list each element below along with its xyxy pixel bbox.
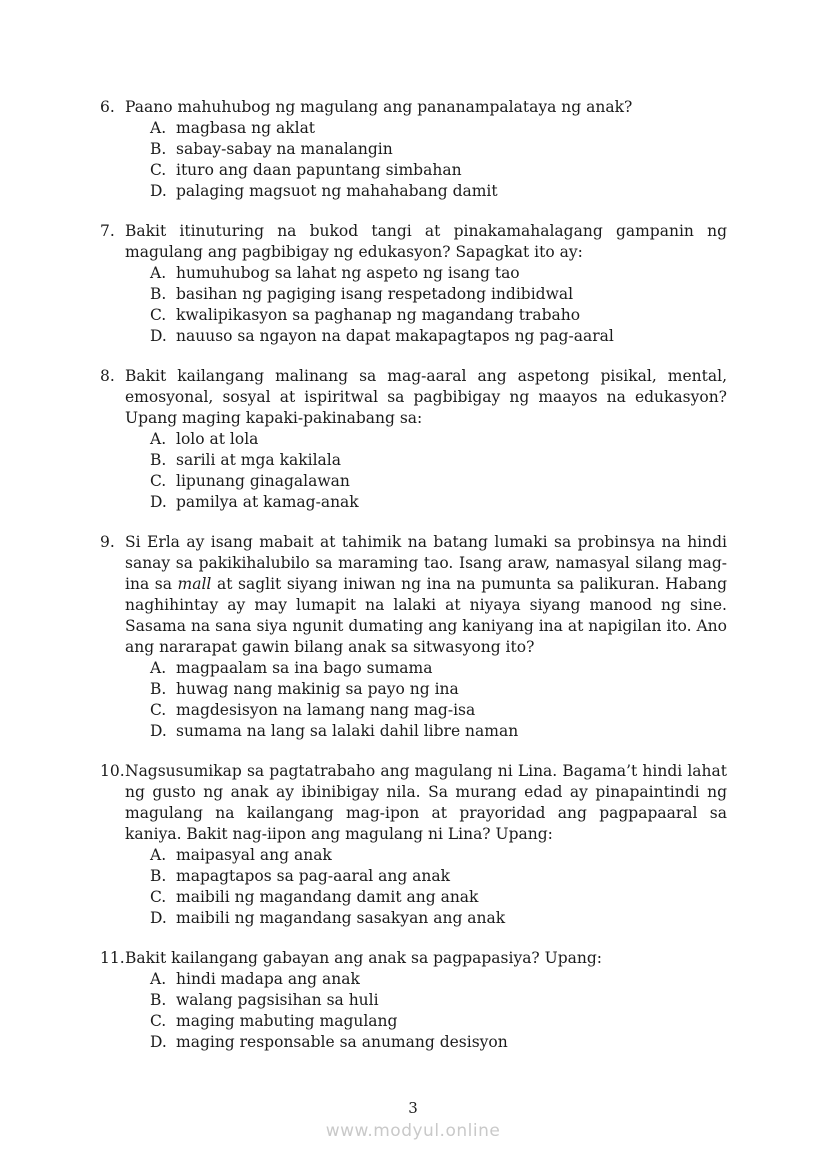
- option-text: magbasa ng aklat: [176, 119, 316, 137]
- page-footer: [0, 1098, 826, 1142]
- option-letter: C.: [150, 1012, 167, 1030]
- question-text-segment: Bakit kailangang malinang sa mag-aaral ang aspetong pisikal, mental, emosyonal, sosyal at ispiritwal sa pagbibigay ng maayos na edukasyon? Upang maging kapaki-pakinabang sa:: [125, 367, 727, 427]
- option-c: [150, 887, 727, 908]
- question-number: 10.: [100, 762, 125, 780]
- option-a: [150, 658, 727, 679]
- option-c: [150, 700, 727, 721]
- option-a: [150, 118, 727, 139]
- option-d: [150, 181, 727, 202]
- question-text: [125, 221, 727, 263]
- option-letter: A.: [150, 264, 167, 282]
- option-text: sumama na lang sa lalaki dahil libre naman: [176, 722, 519, 740]
- option-text: pamilya at kamag-anak: [176, 493, 359, 511]
- question-text: [125, 761, 727, 845]
- option-c: [150, 1011, 727, 1032]
- question-text: [125, 97, 727, 118]
- option-d: [150, 326, 727, 347]
- question-item: [100, 366, 727, 513]
- options-list: [125, 263, 727, 347]
- question-body: [125, 366, 727, 513]
- question-number: 11.: [100, 949, 125, 967]
- option-text: sarili at mga kakilala: [176, 451, 341, 469]
- option-text: maibili ng magandang sasakyan ang anak: [176, 909, 506, 927]
- option-letter: D.: [150, 909, 167, 927]
- question-text-segment: Si Erla ay isang mabait at tahimik na batang lumaki sa probinsya na hindi sanay sa pakikihalubilo sa maraming tao. Isang araw, namasyal silang mag-ina sa: [125, 533, 727, 593]
- option-text: lipunang ginagalawan: [176, 472, 350, 490]
- option-text: palaging magsuot ng mahahabang damit: [176, 182, 498, 200]
- option-c: [150, 160, 727, 181]
- option-a: [150, 969, 727, 990]
- options-list: [125, 845, 727, 929]
- option-text: mapagtapos sa pag-aaral ang anak: [176, 867, 451, 885]
- question-item: [100, 761, 727, 929]
- option-text: magdesisyon na lamang nang mag-isa: [176, 701, 476, 719]
- question-text-italic-segment: mall: [177, 575, 212, 593]
- question-body: [125, 532, 727, 742]
- option-letter: D.: [150, 1033, 167, 1051]
- option-d: [150, 492, 727, 513]
- option-letter: A.: [150, 119, 167, 137]
- option-letter: B.: [150, 991, 167, 1009]
- question-body: [125, 221, 727, 347]
- option-letter: B.: [150, 867, 167, 885]
- option-a: [150, 263, 727, 284]
- question-number: 8.: [100, 367, 115, 385]
- question-text: [125, 532, 727, 658]
- question-body: [125, 97, 727, 202]
- option-text: kwalipikasyon sa paghanap ng magandang trabaho: [176, 306, 581, 324]
- option-text: sabay-sabay na manalangin: [176, 140, 393, 158]
- option-text: maipasyal ang anak: [176, 846, 332, 864]
- questions-list: [100, 97, 727, 1072]
- option-letter: A.: [150, 970, 167, 988]
- option-text: ituro ang daan papuntang simbahan: [176, 161, 462, 179]
- option-letter: D.: [150, 722, 167, 740]
- options-list: [125, 118, 727, 202]
- option-letter: A.: [150, 846, 167, 864]
- question-text-segment: Paano mahuhubog ng magulang ang pananampalataya ng anak?: [125, 98, 633, 116]
- option-letter: A.: [150, 659, 167, 677]
- option-text: basihan ng pagiging isang respetadong indibidwal: [176, 285, 574, 303]
- option-letter: C.: [150, 161, 167, 179]
- option-text: humuhubog sa lahat ng aspeto ng isang tao: [176, 264, 520, 282]
- options-list: [125, 429, 727, 513]
- option-a: [150, 845, 727, 866]
- option-b: [150, 990, 727, 1011]
- option-letter: B.: [150, 451, 167, 469]
- option-text: nauuso sa ngayon na dapat makapagtapos ng pag-aaral: [176, 327, 614, 345]
- option-letter: C.: [150, 306, 167, 324]
- options-list: [125, 658, 727, 742]
- option-letter: C.: [150, 888, 167, 906]
- question-text-segment: at saglit siyang iniwan ng ina na pumunta sa palikuran. Habang naghihintay ay may lumapit na lalaki at niyaya siyang manood ng sine. Sasama na sana siya ngunit dumating ang kaniyang ina at napigilan ito. Ano ang nararapat gawin bilang anak sa sitwasyong ito?: [125, 575, 728, 656]
- option-letter: C.: [150, 701, 167, 719]
- option-text: walang pagsisihan sa huli: [176, 991, 379, 1009]
- option-d: [150, 721, 727, 742]
- question-body: [125, 761, 727, 929]
- question-item: [100, 97, 727, 202]
- option-text: lolo at lola: [176, 430, 259, 448]
- question-text-segment: Nagsusumikap sa pagtatrabaho ang magulang ni Lina. Bagama’t hindi lahat ng gusto ng anak ay ibinibigay nila. Sa murang edad ay pinapaintindi ng magulang na kailangang mag-ipon at prayoridad ang pagpapaaral sa kaniya. Bakit nag-iipon ang magulang ni Lina? Upang:: [125, 762, 727, 843]
- option-b: [150, 450, 727, 471]
- question-text-segment: Bakit itinuturing na bukod tangi at pinakamahalagang gampanin ng magulang ang pagbibigay ng edukasyon? Sapagkat ito ay:: [125, 222, 727, 261]
- option-b: [150, 866, 727, 887]
- question-text-segment: Bakit kailangang gabayan ang anak sa pagpapasiya? Upang:: [125, 949, 603, 967]
- option-letter: B.: [150, 680, 167, 698]
- question-item: [100, 532, 727, 742]
- question-number: 6.: [100, 98, 115, 116]
- option-c: [150, 305, 727, 326]
- option-b: [150, 139, 727, 160]
- option-b: [150, 284, 727, 305]
- footer-url: www.modyul.online: [325, 1121, 501, 1141]
- page-number: 3: [408, 1099, 418, 1117]
- option-text: maging responsable sa anumang desisyon: [176, 1033, 508, 1051]
- option-b: [150, 679, 727, 700]
- option-text: maibili ng magandang damit ang anak: [176, 888, 479, 906]
- option-c: [150, 471, 727, 492]
- option-a: [150, 429, 727, 450]
- option-letter: D.: [150, 493, 167, 511]
- option-letter: A.: [150, 430, 167, 448]
- option-d: [150, 1032, 727, 1053]
- question-body: [125, 948, 727, 1053]
- option-text: hindi madapa ang anak: [176, 970, 360, 988]
- options-list: [125, 969, 727, 1053]
- option-letter: D.: [150, 182, 167, 200]
- question-text: [125, 366, 727, 429]
- option-d: [150, 908, 727, 929]
- question-number: 7.: [100, 222, 115, 240]
- option-text: huwag nang makinig sa payo ng ina: [176, 680, 459, 698]
- question-text: [125, 948, 727, 969]
- option-letter: B.: [150, 285, 167, 303]
- question-item: [100, 948, 727, 1053]
- question-number: 9.: [100, 533, 115, 551]
- option-letter: D.: [150, 327, 167, 345]
- option-letter: C.: [150, 472, 167, 490]
- option-letter: B.: [150, 140, 167, 158]
- option-text: maging mabuting magulang: [176, 1012, 398, 1030]
- question-item: [100, 221, 727, 347]
- option-text: magpaalam sa ina bago sumama: [176, 659, 433, 677]
